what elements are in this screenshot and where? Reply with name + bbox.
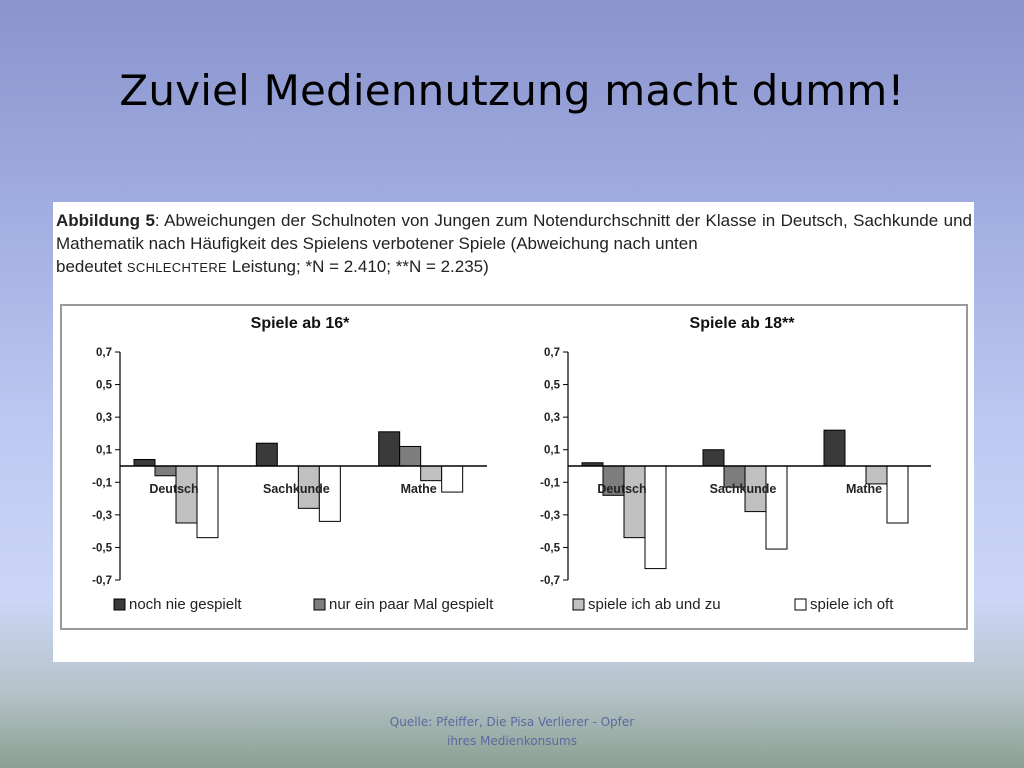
chart-frame [60, 304, 968, 630]
bar [766, 466, 787, 549]
bar [887, 466, 908, 523]
source-line-2: ihres Medienkonsums [446, 734, 577, 748]
bar [624, 466, 645, 538]
bar [197, 466, 218, 538]
bar-charts [62, 306, 966, 628]
bar [703, 450, 724, 466]
y-tick-label: 0,7 [544, 347, 560, 359]
legend-label: nur ein paar Mal gespielt [329, 596, 494, 613]
caption-smallcaps: SCHLECHTERE [126, 260, 228, 275]
y-tick-label: -0,5 [92, 542, 112, 555]
y-tick-label: -0,1 [92, 477, 112, 490]
source-note [352, 713, 672, 751]
caption-text: : Abweichungen der Schulnoten von Jungen zum Notendurchschnitt der Klasse in Deutsch, Sachkunde und Mathematik nach Häufigkeit des Spielens verbotener Spiele (Abweichung nach unten [56, 211, 972, 253]
caption-label: Abbildung 5 [56, 211, 155, 230]
bar [379, 432, 400, 466]
bar [421, 466, 442, 481]
legend-label: spiele ich oft [810, 596, 894, 613]
bar [824, 430, 845, 466]
y-tick-label: -0,1 [540, 477, 560, 490]
legend-swatch [795, 599, 806, 610]
y-tick-label: 0,3 [96, 412, 112, 425]
y-tick-label: 0,5 [544, 379, 560, 392]
bar [155, 466, 176, 476]
category-label: Deutsch [597, 482, 647, 496]
y-tick-label: 0,1 [96, 444, 112, 457]
legend-swatch [314, 599, 325, 610]
bar [134, 459, 155, 466]
y-tick-label: 0,7 [96, 347, 112, 359]
y-tick-label: -0,3 [92, 509, 112, 522]
bar [256, 443, 277, 466]
y-tick-label: -0,7 [92, 575, 112, 587]
chart-title-2: Spiele ab 18** [689, 315, 795, 332]
category-label: Mathe [845, 482, 883, 496]
y-tick-label: 0,1 [544, 444, 560, 457]
source-line-1: Quelle: Pfeiffer, Die Pisa Verlierer - Opfer [389, 715, 635, 729]
chart-title-1: Spiele ab 16* [250, 315, 350, 332]
figure-image [53, 202, 974, 662]
figure-caption [56, 209, 972, 279]
slide-title: Zuviel Mediennutzung macht dumm! [119, 66, 905, 115]
y-tick-label: 0,5 [96, 379, 112, 392]
category-label: Sachkunde [709, 482, 777, 496]
y-tick-label: -0,7 [540, 575, 560, 587]
bar [400, 446, 421, 466]
legend-swatch [573, 599, 584, 610]
caption-text-2: bedeutet [56, 257, 127, 276]
legend-label: noch nie gespielt [129, 596, 242, 613]
legend-label: spiele ich ab und zu [588, 596, 721, 613]
y-tick-label: -0,3 [540, 509, 560, 522]
bar [442, 466, 463, 492]
category-label: Deutsch [149, 482, 199, 496]
category-label: Mathe [400, 482, 437, 496]
category-label: Sachkunde [262, 482, 330, 496]
y-tick-label: 0,3 [544, 412, 560, 425]
caption-text-3: Leistung; *N = 2.410; **N = 2.235) [227, 257, 489, 276]
caption-last-line [56, 255, 972, 279]
bar [645, 466, 666, 569]
legend-swatch [114, 599, 125, 610]
y-tick-label: -0,5 [540, 542, 560, 555]
